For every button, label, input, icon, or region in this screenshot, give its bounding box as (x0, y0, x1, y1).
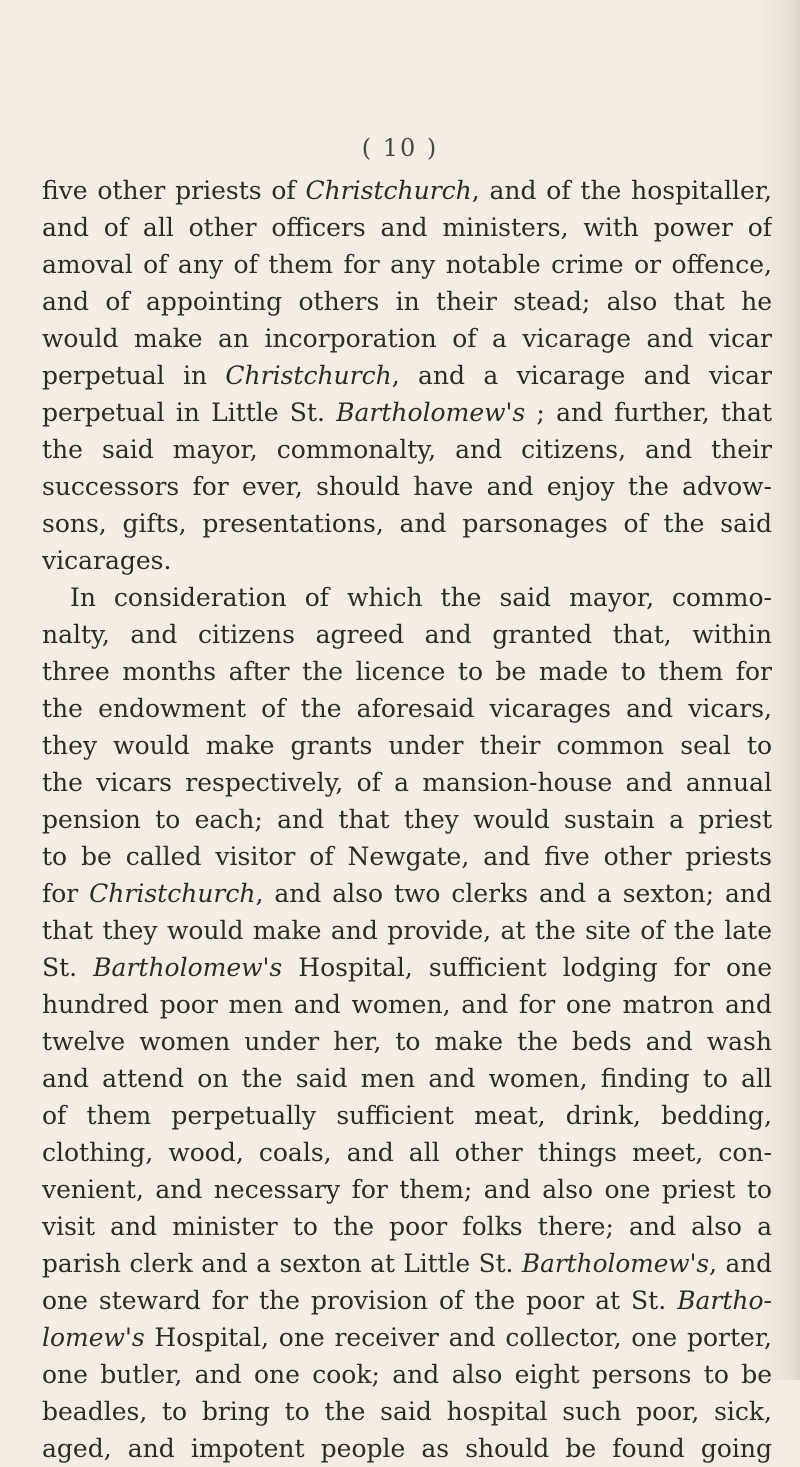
text-line: three months after the licence to be made to them for (42, 657, 772, 686)
page-number: ( 10 ) (361, 134, 439, 162)
text-line: visit and minister to the poor folks there; and also a (42, 1212, 772, 1241)
text-line: clothing, wood, coals, and all other things meet, con- (42, 1138, 772, 1167)
text-line: for Christchurch, and also two clerks and a sexton; and (42, 879, 772, 908)
text-line: lomew's Hospital, one receiver and collector, one porter, (42, 1323, 772, 1352)
text-line: the said mayor, commonalty, and citizens, and their (42, 435, 772, 464)
text-line: amoval of any of them for any notable crime or offence, (42, 250, 772, 279)
paragraph-start-line: In consideration of which the said mayor, commo- (70, 583, 772, 612)
text-line: vicarages. (42, 546, 172, 575)
text-line: venient, and necessary for them; and also one priest to (42, 1175, 772, 1204)
text-line: one butler, and one cook; and also eight persons to be (42, 1360, 772, 1389)
text-line: and of all other officers and ministers, with power of (42, 213, 772, 242)
text-line: the vicars respectively, of a mansion-house and annual (42, 768, 772, 797)
text-line: sons, gifts, presentations, and parsonages of the said (42, 509, 772, 538)
text-line: beadles, to bring to the said hospital such poor, sick, (42, 1397, 772, 1426)
text-line: hundred poor men and women, and for one matron and (42, 990, 772, 1019)
text-line: perpetual in Little St. Bartholomew's ; and further, that (42, 398, 772, 427)
text-line: perpetual in Christchurch, and a vicarage and vicar (42, 361, 772, 390)
text-line: to be called visitor of Newgate, and five other priests (42, 842, 772, 871)
body-text (42, 172, 772, 1467)
text-line: they would make grants under their common seal to (42, 731, 772, 760)
text-line: of them perpetually sufficient meat, drink, bedding, (42, 1101, 772, 1130)
text-line: successors for ever, should have and enjoy the advow- (42, 472, 772, 501)
text-line: parish clerk and a sexton at Little St. Bartholomew's, and (42, 1249, 772, 1278)
text-line: twelve women under her, to make the beds and wash (42, 1027, 772, 1056)
text-line: five other priests of Christchurch, and of the hospitaller, (42, 176, 772, 205)
text-line: nalty, and citizens agreed and granted that, within (42, 620, 772, 649)
text-line: St. Bartholomew's Hospital, sufficient lodging for one (42, 953, 772, 982)
text-line: that they would make and provide, at the site of the late (42, 916, 772, 945)
text-line: pension to each; and that they would sustain a priest (42, 805, 772, 834)
text-line: and attend on the said men and women, finding to all (42, 1064, 772, 1093)
text-line: one steward for the provision of the poor at St. Bartho- (42, 1286, 772, 1315)
text-line: the endowment of the aforesaid vicarages and vicars, (42, 694, 772, 723)
text-line: would make an incorporation of a vicarage and vicar (42, 324, 772, 353)
text-line: aged, and impotent people as should be found going (42, 1434, 772, 1463)
text-line: and of appointing others in their stead; also that he (42, 287, 772, 316)
